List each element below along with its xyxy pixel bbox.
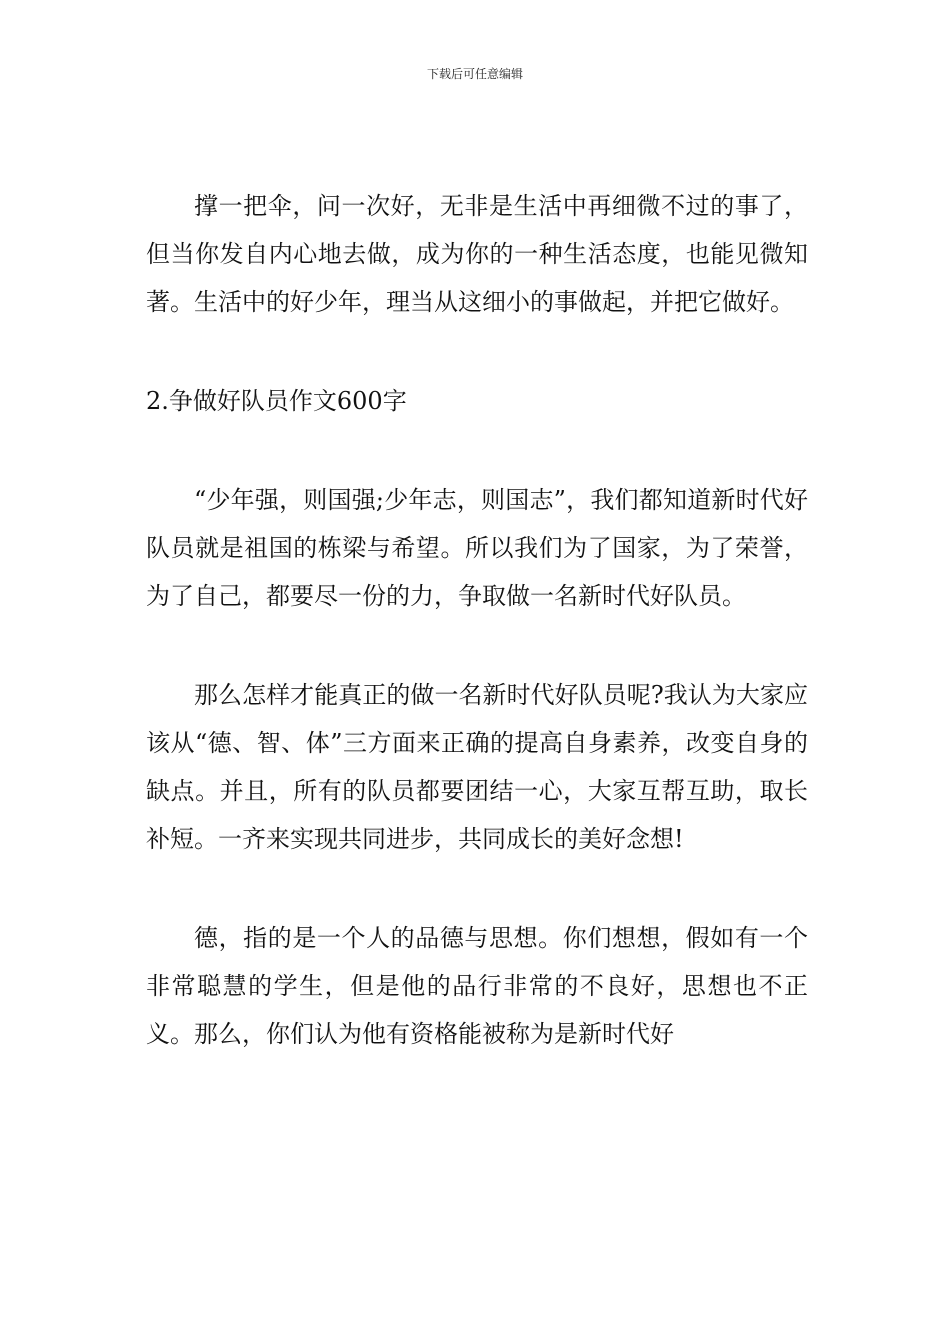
paragraph-1: 撑一把伞，问一次好，无非是生活中再细微不过的事了，但当你发自内心地去做，成为你的一种生活态度，也能见微知著。生活中的好少年，理当从这细小的事做起，并把它做好。: [146, 192, 808, 316]
section-heading: 2.争做好队员作文600字: [146, 387, 407, 415]
document-body: [146, 182, 808, 1058]
page-header: 下载后可任意编辑: [426, 67, 523, 81]
paragraph-3: 那么怎样才能真正的做一名新时代好队员呢?我认为大家应该从“德、智、体”三方面来正确的提高自身素养，改变自身的缺点。并且，所有的队员都要团结一心，大家互帮互助，取长补短。一齐来实现共同进步，共同成长的美好念想!: [146, 681, 808, 853]
paragraph-2: “少年强，则国强;少年志，则国志”，我们都知道新时代好队员就是祖国的栋梁与希望。所以我们为了国家，为了荣誉，为了自己，都要尽一份的力，争取做一名新时代好队员。: [146, 486, 808, 610]
paragraph-4: 德，指的是一个人的品德与思想。你们想想，假如有一个非常聪慧的学生，但是他的品行非常的不良好，思想也不正义。那么，你们认为他有资格能被称为是新时代好: [146, 924, 808, 1048]
